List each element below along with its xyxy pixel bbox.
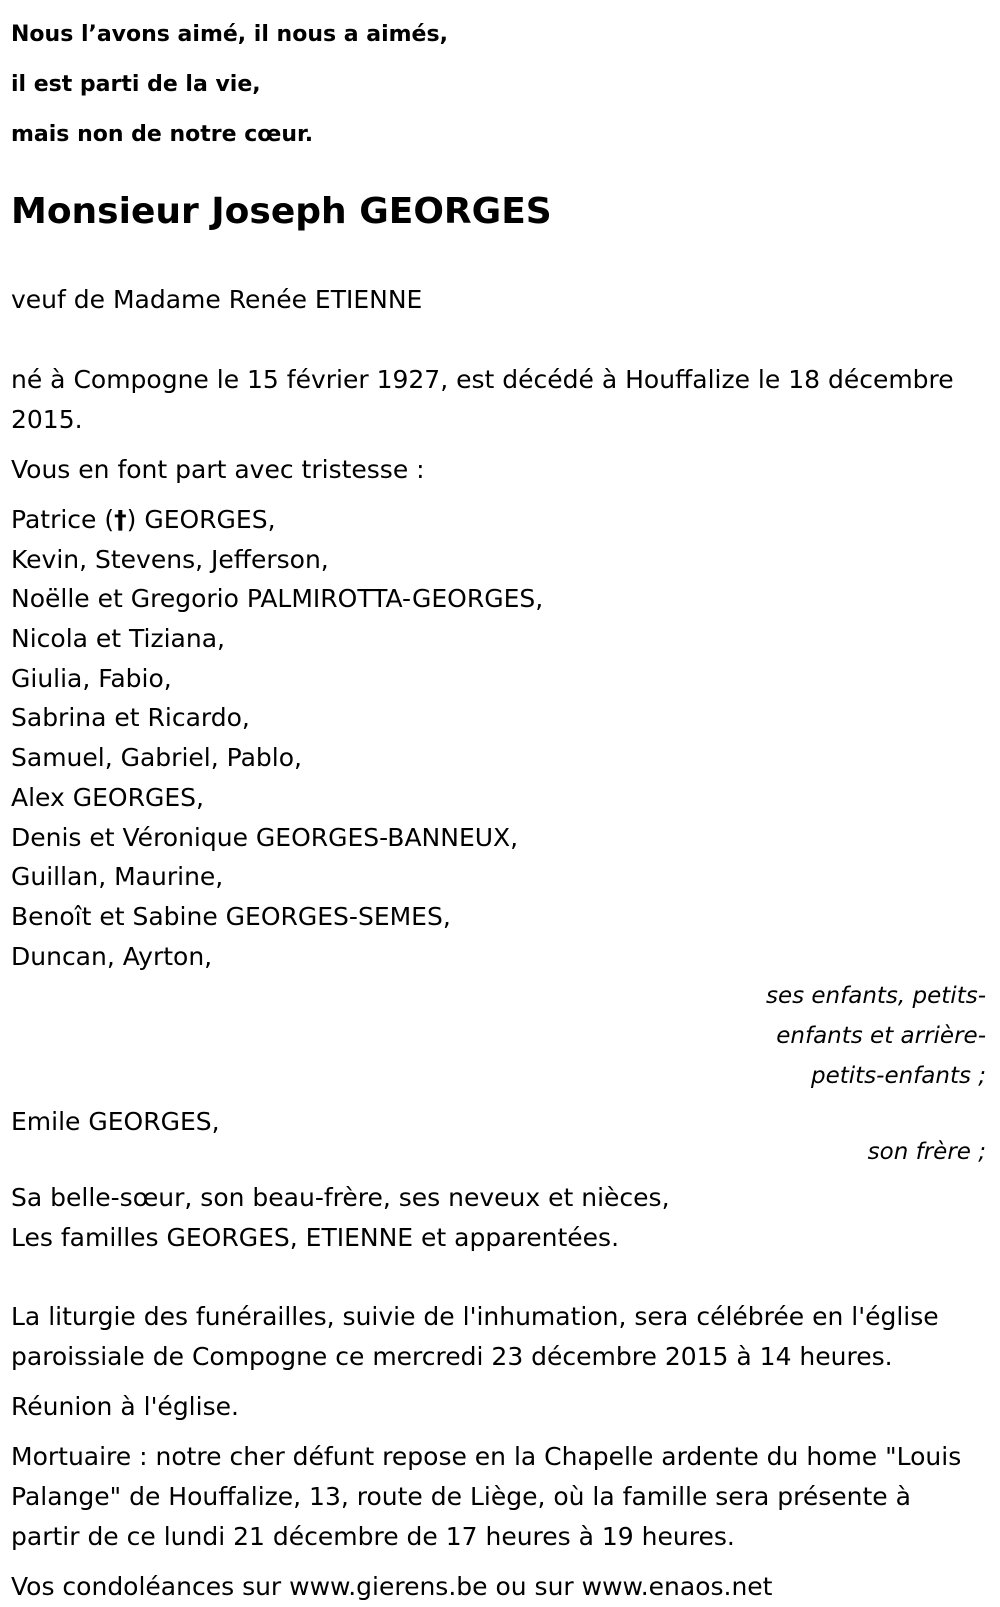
family-member: Denis et Véronique GEORGES-BANNEUX, [11, 822, 519, 852]
cross-icon: † [114, 505, 127, 534]
family-member [11, 500, 986, 540]
widow-line: veuf de Madame Renée ETIENNE [11, 285, 423, 314]
relation-sibling: son frère ; [867, 1138, 986, 1165]
family-member: Nicola et Tiziana, [11, 624, 225, 654]
family-member: Giulia, Fabio, [11, 663, 172, 693]
extended-family [11, 1178, 986, 1257]
family-member: Sabrina et Ricardo, [11, 703, 250, 733]
epitaph-line: mais non de notre cœur. [11, 122, 314, 147]
family-member: Duncan, Ayrton, [11, 941, 213, 971]
family-member-name: Patrice ( [11, 505, 115, 534]
relation-children [711, 976, 986, 1096]
birth-death-line: né à Compogne le 15 février 1927, est décédé à Houffalize le 18 décembre 2015. [11, 365, 954, 434]
mortuary-info: Mortuaire : notre cher défunt repose en la Chapelle ardente du home "Louis Palange" de Houffalize, 13, route de Liège, où la famille sera présente à partir de ce lundi 21 décembre de 17 heures à 19 heures. [11, 1442, 962, 1552]
relation-line: enfants et arrière- [776, 1023, 986, 1050]
family-member: Benoît et Sabine GEORGES-SEMES, [11, 901, 451, 931]
extended-family-line: Sa belle-sœur, son beau-frère, ses neveux et nièces, [11, 1182, 670, 1212]
epitaph-line: Nous l’avons aimé, il nous a aimés, [11, 22, 448, 47]
family-list [11, 500, 986, 976]
sibling-name: Emile GEORGES, [11, 1107, 220, 1137]
announcement-intro: Vous en font part avec tristesse : [11, 455, 425, 484]
family-member: Guillan, Maurine, [11, 862, 224, 892]
relation-line: ses enfants, petits- [765, 983, 986, 1010]
family-member: Alex GEORGES, [11, 782, 204, 812]
deceased-name: Monsieur Joseph GEORGES [11, 191, 552, 232]
funeral-liturgy: La liturgie des funérailles, suivie de l'inhumation, sera célébrée en l'église paroissiale de Compogne ce mercredi 23 décembre 2015 à 14 heures. [11, 1302, 939, 1372]
epitaph [11, 0, 986, 160]
epitaph-line: il est parti de la vie, [11, 72, 261, 97]
relation-line: petits-enfants ; [810, 1063, 986, 1090]
condolences-info: Vos condoléances sur www.gierens.be ou sur www.enaos.net [11, 1572, 773, 1602]
meeting-place: Réunion à l'église. [11, 1392, 239, 1422]
obituary-notice [11, 0, 986, 1607]
family-member: Kevin, Stevens, Jefferson, [11, 544, 329, 574]
family-member: Samuel, Gabriel, Pablo, [11, 743, 302, 773]
family-member: Noëlle et Gregorio PALMIROTTA-GEORGES, [11, 584, 544, 614]
family-member-name: ) GEORGES, [126, 505, 276, 534]
extended-family-line: Les familles GEORGES, ETIENNE et apparentées. [11, 1222, 620, 1252]
